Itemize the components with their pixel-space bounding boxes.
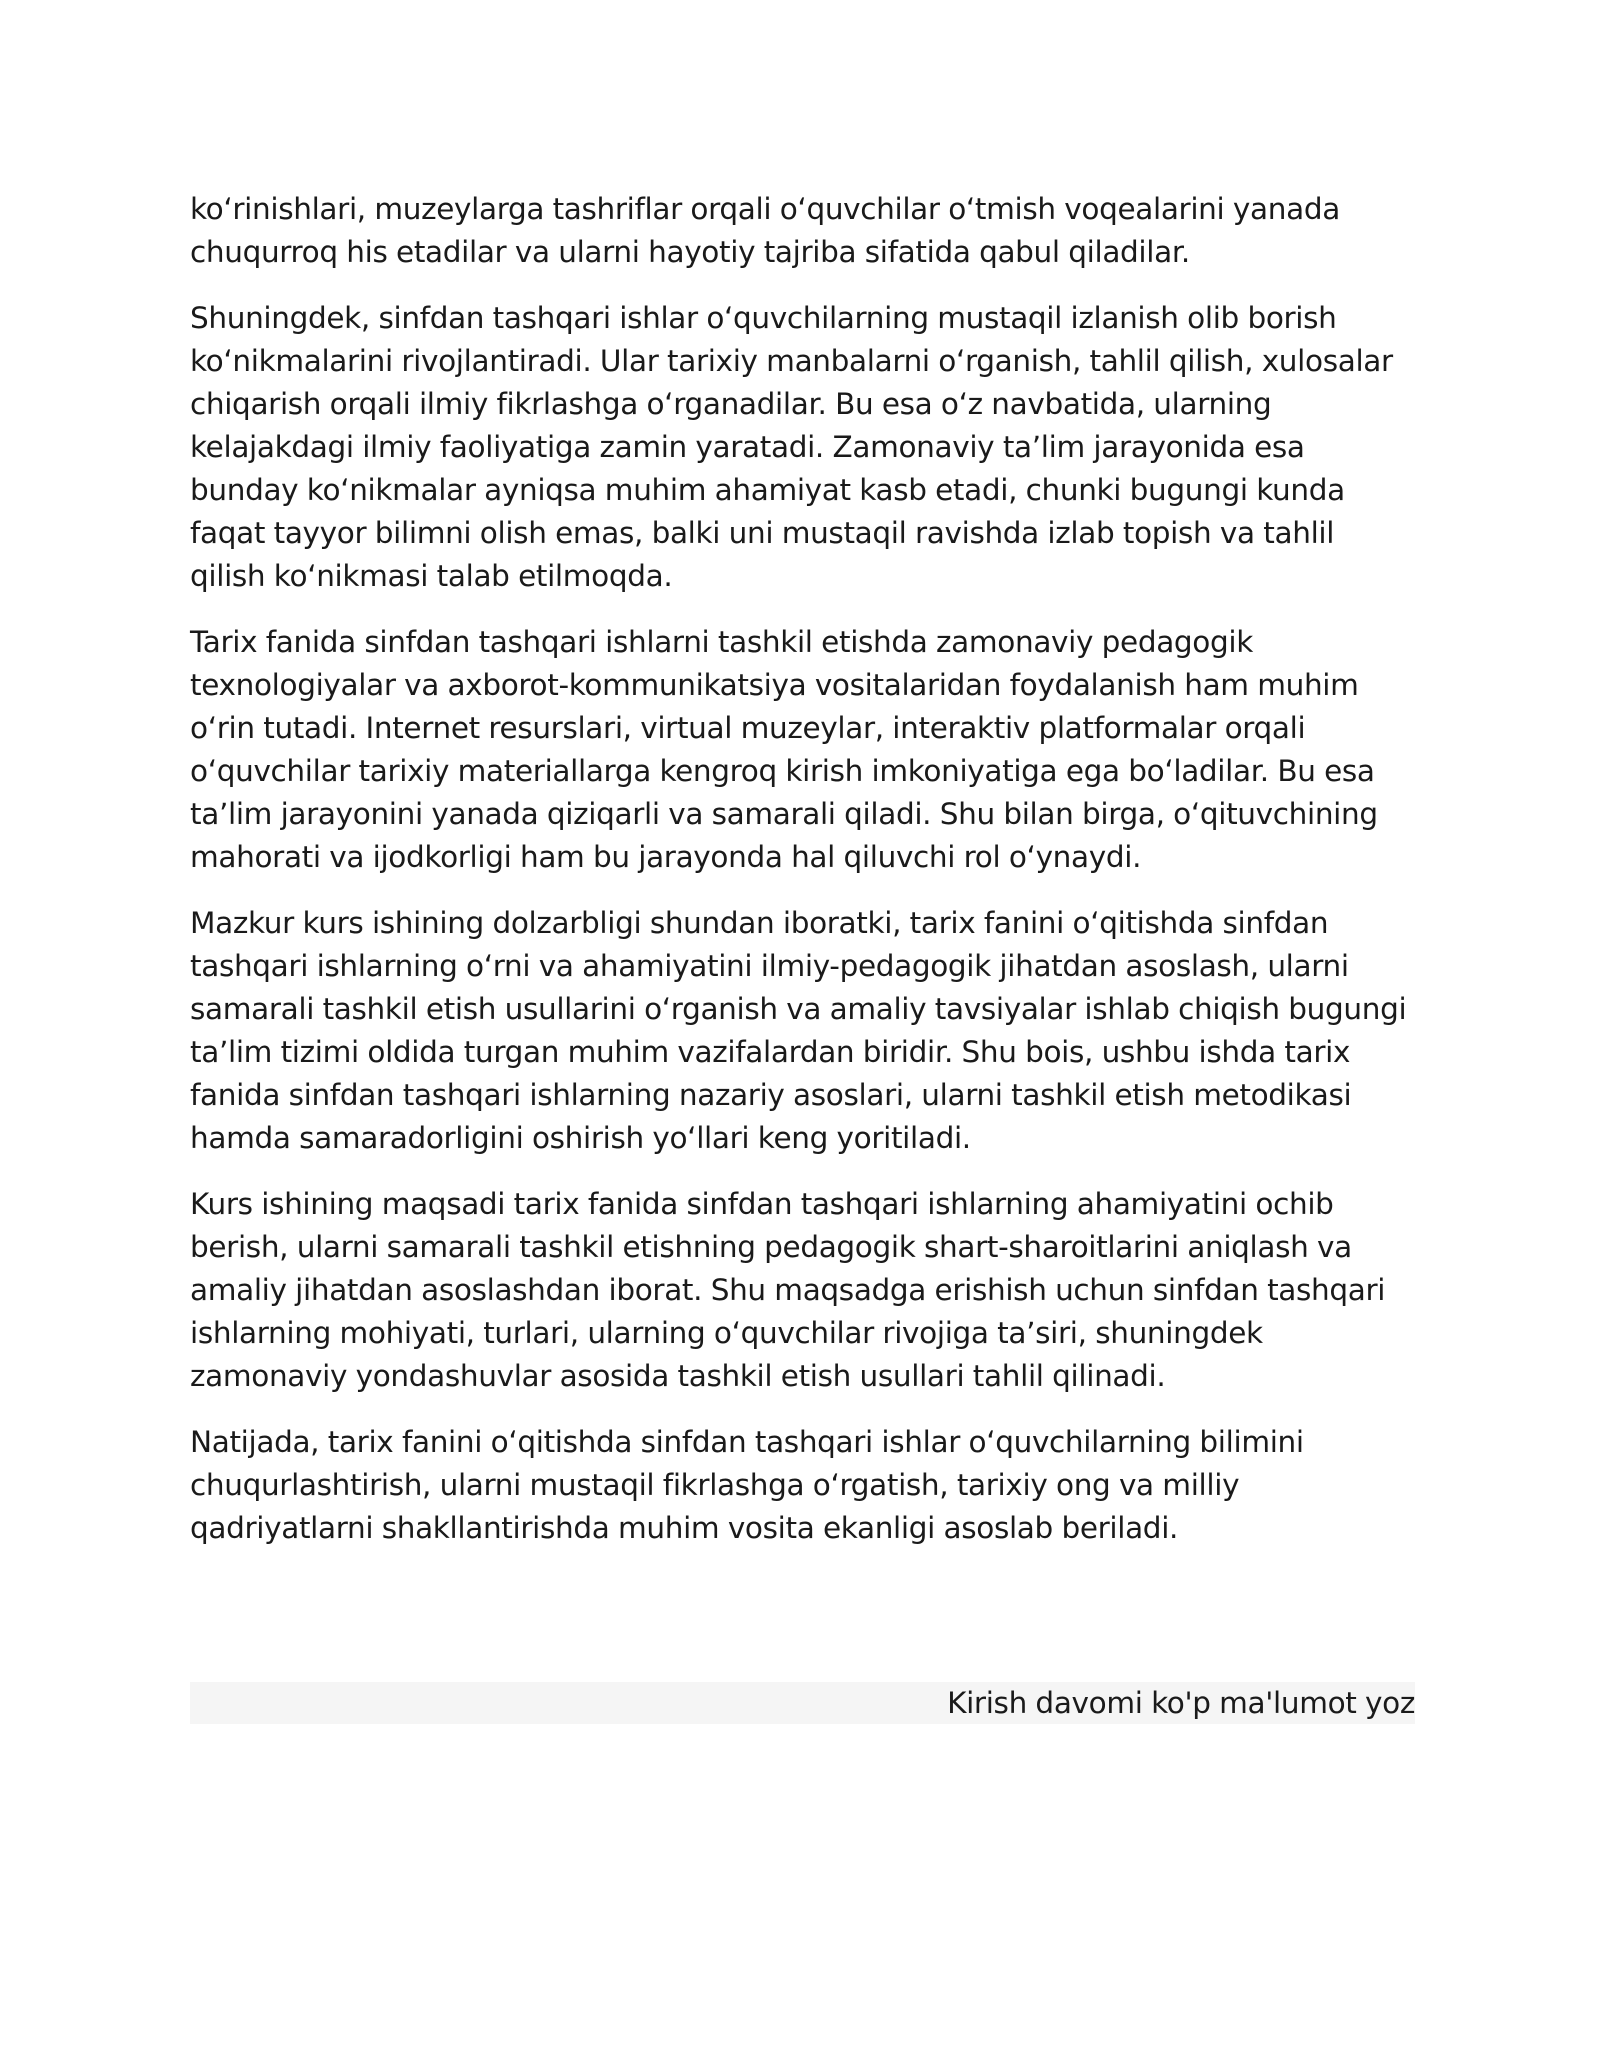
paragraph-3: Tarix fanida sinfdan tashqari ishlarni tashkil etishda zamonaviy pedagogik texnologiyalar va axborot-kommunikatsiya vositalaridan foydalanish ham muhim oʻrin tutadi. Internet resurslari, virtual muzeylar, interaktiv platformalar orqali oʻquvchilar tarixiy materiallarga kengroq kirish imkoniyatiga ega boʻladilar. Bu esa taʼlim jarayonini yanada qiziqarli va samarali qiladi. Shu bilan birga, oʻqituvchining mahorati va ijodkorligi ham bu jarayonda hal qiluvchi rol oʻynaydi. <box>190 625 1378 874</box>
document-body <box>190 188 1415 1573</box>
paragraph-5: Kurs ishining maqsadi tarix fanida sinfdan tashqari ishlarning ahamiyatini ochib berish, ularni samarali tashkil etishning pedagogik shart-sharoitlarini aniqlash va amaliy jihatdan asoslashdan iborat. Shu maqsadga erishish uchun sinfdan tashqari ishlarning mohiyati, turlari, ularning oʻquvchilar rivojiga taʼsiri, shuningdek zamonaviy yondashuvlar asosida tashkil etish usullari tahlil qilinadi. <box>190 1187 1386 1393</box>
footer-prompt-bar <box>190 1682 1415 1724</box>
paragraph-6: Natijada, tarix fanini oʻqitishda sinfdan tashqari ishlar oʻquvchilarning bilimini chuqurlashtirish, ularni mustaqil fikrlashga oʻrgatish, tarixiy ong va milliy qadriyatlarni shakllantirishda muhim vosita ekanligi asoslab beriladi. <box>190 1425 1304 1545</box>
paragraph-1: koʻrinishlari, muzeylarga tashriflar orqali oʻquvchilar oʻtmish voqealarini yanada chuqurroq his etadilar va ularni hayotiy tajriba sifatida qabul qiladilar. <box>190 192 1340 269</box>
paragraph-4: Mazkur kurs ishining dolzarbligi shundan iboratki, tarix fanini oʻqitishda sinfdan tashqari ishlarning oʻrni va ahamiyatini ilmiy-pedagogik jihatdan asoslash, ularni samarali tashkil etish usullarini oʻrganish va amaliy tavsiyalar ishlab chiqish bugungi taʼlim tizimi oldida turgan muhim vazifalardan biridir. Shu bois, ushbu ishda tarix fanida sinfdan tashqari ishlarning nazariy asoslari, ularni tashkil etish metodikasi hamda samaradorligini oshirish yoʻllari keng yoritiladi. <box>190 906 1407 1155</box>
paragraph-2: Shuningdek, sinfdan tashqari ishlar oʻquvchilarning mustaqil izlanish olib borish koʻnikmalarini rivojlantiradi. Ular tarixiy manbalarni oʻrganish, tahlil qilish, xulosalar chiqarish orqali ilmiy fikrlashga oʻrganadilar. Bu esa oʻz navbatida, ularning kelajakdagi ilmiy faoliyatiga zamin yaratadi. Zamonaviy taʼlim jarayonida esa bunday koʻnikmalar ayniqsa muhim ahamiyat kasb etadi, chunki bugungi kunda faqat tayyor bilimni olish emas, balki uni mustaqil ravishda izlab topish va tahlil qilish koʻnikmasi talab etilmoqda. <box>190 301 1393 593</box>
footer-prompt-text: Kirish davomi ko'p ma'lumot yoz <box>947 1686 1415 1720</box>
